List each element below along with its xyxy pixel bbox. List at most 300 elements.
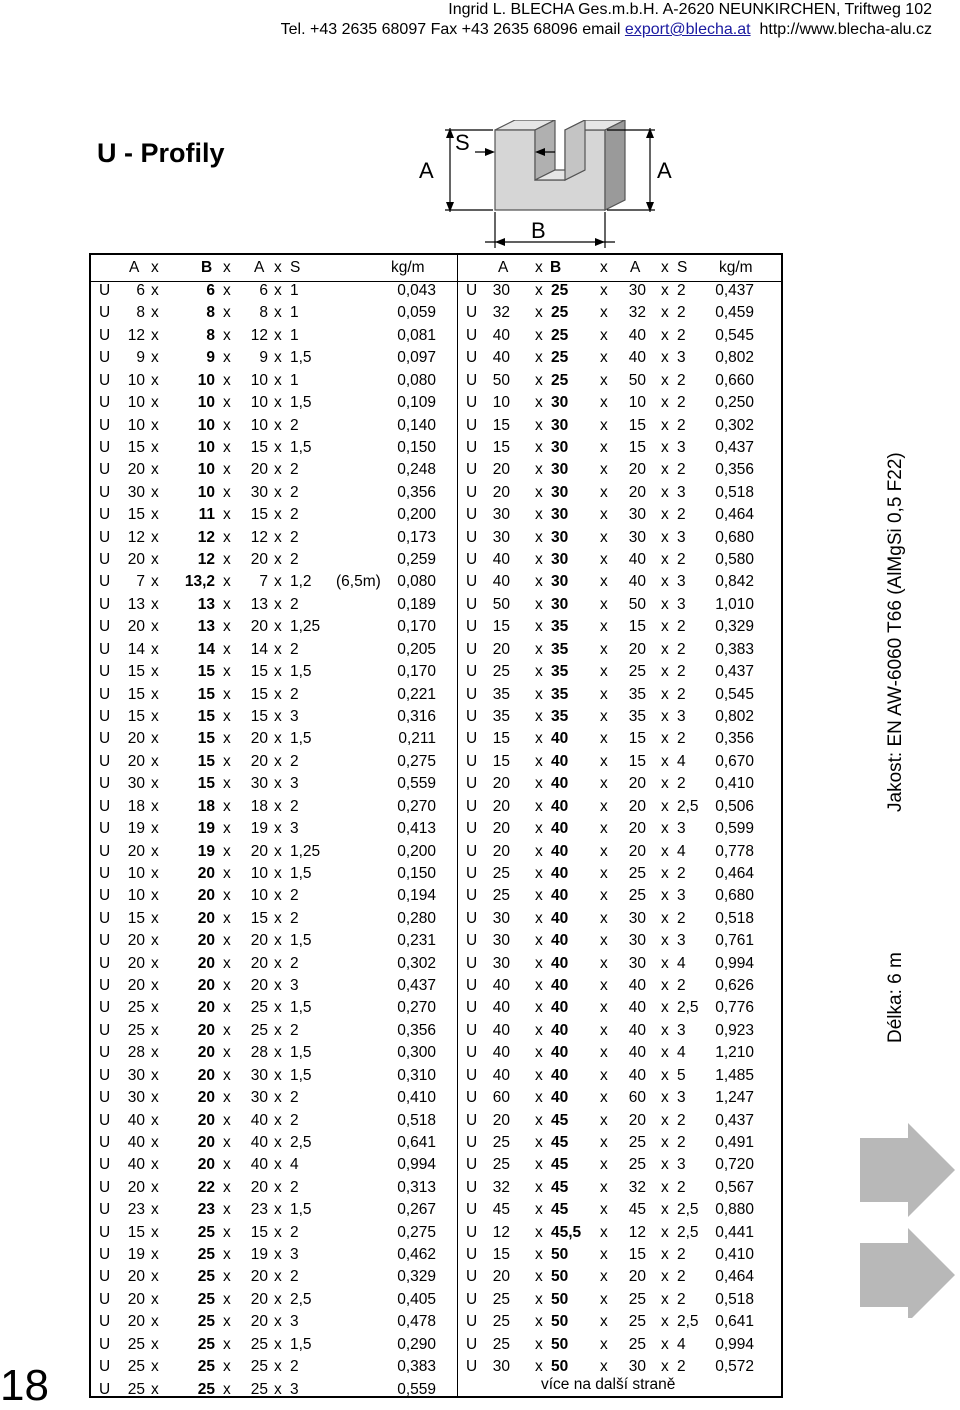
- sep: x: [535, 685, 543, 703]
- profile-prefix: U: [466, 1246, 478, 1264]
- dim-s: 4: [677, 1044, 686, 1062]
- dim-s: 4: [290, 1156, 299, 1174]
- dim-b: 25: [197, 1268, 215, 1286]
- dim-b: 15: [197, 752, 215, 770]
- dim-s: 1,25: [290, 842, 321, 860]
- sep: x: [274, 506, 282, 524]
- sep: x: [661, 618, 669, 636]
- dim-c: 15: [250, 685, 268, 703]
- dim-a: 10: [127, 371, 145, 389]
- sep: x: [274, 1044, 282, 1062]
- dim-s: 3: [290, 707, 299, 725]
- sep: x: [661, 461, 669, 479]
- sep: x: [223, 551, 231, 569]
- sep: x: [274, 1290, 282, 1308]
- dim-b: 10: [197, 438, 215, 456]
- sep: x: [661, 707, 669, 725]
- sep: x: [151, 730, 159, 748]
- sep: x: [661, 349, 669, 367]
- profile-prefix: U: [99, 663, 111, 681]
- kg-per-m: 0,559: [397, 1380, 436, 1398]
- profile-prefix: U: [466, 1133, 478, 1151]
- profile-prefix: U: [99, 797, 111, 815]
- sep: x: [535, 1246, 543, 1264]
- dim-s: 2: [290, 954, 299, 972]
- kg-per-m: 0,275: [397, 752, 436, 770]
- table-row: [458, 863, 783, 885]
- sep: x: [661, 797, 669, 815]
- dim-c: 12: [250, 326, 268, 344]
- dim-c: 13: [250, 595, 268, 613]
- dim-s: 3: [677, 595, 686, 613]
- sep: x: [600, 1066, 608, 1084]
- profile-prefix: U: [99, 1111, 111, 1129]
- dim-c: 15: [250, 1223, 268, 1241]
- dim-b: 40: [551, 775, 569, 793]
- sep: x: [274, 349, 282, 367]
- sep: x: [600, 573, 608, 591]
- dim-c: 35: [628, 707, 646, 725]
- sep: x: [661, 663, 669, 681]
- kg-per-m: 0,459: [715, 304, 754, 322]
- profile-prefix: U: [466, 1290, 478, 1308]
- sep: x: [223, 1066, 231, 1084]
- table-row: [91, 1244, 457, 1266]
- profile-prefix: U: [99, 1201, 111, 1219]
- dim-s: 1,5: [290, 999, 312, 1017]
- sep: x: [535, 528, 543, 546]
- dim-a: 20: [127, 842, 145, 860]
- dim-s: 2: [290, 551, 299, 569]
- dim-b: 40: [551, 1089, 569, 1107]
- dim-c: 40: [250, 1111, 268, 1129]
- dim-s: 2: [290, 685, 299, 703]
- sep: x: [151, 304, 159, 322]
- kg-per-m: 0,518: [397, 1111, 436, 1129]
- dim-c: 40: [628, 1066, 646, 1084]
- sep: x: [661, 1223, 669, 1241]
- table-row: [458, 885, 783, 907]
- table-row: [91, 796, 457, 818]
- dim-c: 20: [250, 1313, 268, 1331]
- sep: x: [600, 438, 608, 456]
- sep: x: [661, 1358, 669, 1376]
- dim-c: 15: [628, 752, 646, 770]
- sep: x: [223, 775, 231, 793]
- table-row: [91, 908, 457, 930]
- dim-b: 40: [551, 752, 569, 770]
- sep: x: [535, 483, 543, 501]
- dim-a: 20: [127, 932, 145, 950]
- dim-a: 25: [492, 1133, 510, 1151]
- dim-a: 40: [492, 977, 510, 995]
- dim-c: 20: [250, 551, 268, 569]
- kg-per-m: 0,599: [715, 820, 754, 838]
- profile-prefix: U: [99, 1268, 111, 1286]
- sep: x: [661, 1268, 669, 1286]
- dim-b: 45,5: [551, 1223, 582, 1241]
- sep: x: [223, 887, 231, 905]
- dim-s: 3: [677, 528, 686, 546]
- sep: x: [661, 1111, 669, 1129]
- table-row: [458, 661, 783, 683]
- dim-a: 15: [492, 618, 510, 636]
- table-row: [458, 751, 783, 773]
- dim-c: 20: [250, 1178, 268, 1196]
- dim-a: 10: [127, 394, 145, 412]
- sep: x: [600, 685, 608, 703]
- profile-prefix: U: [466, 573, 478, 591]
- kg-per-m: 0,410: [715, 1246, 754, 1264]
- dim-s: 2: [677, 506, 686, 524]
- sep: x: [535, 1201, 543, 1219]
- kg-per-m: 0,059: [397, 304, 436, 322]
- sep: x: [151, 528, 159, 546]
- dim-b: 15: [197, 730, 215, 748]
- sep: x: [535, 573, 543, 591]
- sep: x: [274, 977, 282, 995]
- profile-prefix: U: [99, 1358, 111, 1376]
- dim-a: 40: [492, 999, 510, 1017]
- dim-s: 2,5: [290, 1133, 312, 1151]
- dim-b: 40: [551, 864, 569, 882]
- table-row: [458, 325, 783, 347]
- table-row: [91, 1199, 457, 1221]
- dim-s: 1,5: [290, 349, 312, 367]
- dim-c: 20: [628, 461, 646, 479]
- dim-b: 45: [551, 1133, 569, 1151]
- sep: x: [151, 864, 159, 882]
- table-row: [458, 392, 783, 414]
- dim-a: 60: [492, 1089, 510, 1107]
- dim-a: 15: [492, 416, 510, 434]
- dim-s: 3: [290, 1246, 299, 1264]
- sep: x: [661, 595, 669, 613]
- dim-s: 4: [677, 1335, 686, 1353]
- dim-a: 32: [492, 304, 510, 322]
- sep: x: [661, 977, 669, 995]
- dim-s: 2: [290, 416, 299, 434]
- dim-a: 30: [492, 954, 510, 972]
- table-row: [91, 1110, 457, 1132]
- kg-per-m: 0,410: [715, 775, 754, 793]
- dim-c: 10: [250, 394, 268, 412]
- sep: x: [600, 707, 608, 725]
- sep: x: [535, 1021, 543, 1039]
- dim-b: 20: [197, 1156, 215, 1174]
- table-row: [458, 728, 783, 750]
- kg-per-m: 0,462: [397, 1246, 436, 1264]
- dim-a: 25: [492, 663, 510, 681]
- table-row: [458, 347, 783, 369]
- dim-c: 9: [259, 349, 268, 367]
- website-link[interactable]: http://www.blecha-alu.cz: [759, 21, 932, 38]
- sep: x: [151, 1246, 159, 1264]
- dim-c: 10: [250, 864, 268, 882]
- kg-per-m: 0,170: [397, 663, 436, 681]
- sep: x: [600, 887, 608, 905]
- dim-c: 15: [628, 438, 646, 456]
- dim-b: 13: [197, 595, 215, 613]
- dim-b: 20: [197, 909, 215, 927]
- dim-a: 40: [492, 1066, 510, 1084]
- sep: x: [274, 864, 282, 882]
- table-row: [91, 347, 457, 369]
- dim-a: 30: [492, 932, 510, 950]
- sep: x: [661, 326, 669, 344]
- profile-prefix: U: [99, 999, 111, 1017]
- kg-per-m: 0,660: [715, 371, 754, 389]
- profile-prefix: U: [466, 1313, 478, 1331]
- dim-b: 45: [551, 1178, 569, 1196]
- dim-c: 14: [250, 640, 268, 658]
- dim-a: 25: [127, 1021, 145, 1039]
- kg-per-m: 0,150: [397, 438, 436, 456]
- dim-a: 15: [127, 438, 145, 456]
- profile-prefix: U: [99, 864, 111, 882]
- sep: x: [600, 483, 608, 501]
- dim-c: 25: [250, 1380, 268, 1398]
- sep: x: [151, 1178, 159, 1196]
- dim-b: 20: [197, 887, 215, 905]
- table-row: [458, 773, 783, 795]
- profile-prefix: U: [99, 618, 111, 636]
- table-row: [91, 1154, 457, 1176]
- sep: x: [274, 461, 282, 479]
- profile-prefix: U: [99, 820, 111, 838]
- sep: x: [223, 685, 231, 703]
- sep: x: [535, 506, 543, 524]
- dim-b: 10: [197, 416, 215, 434]
- sep: x: [600, 864, 608, 882]
- sep: x: [661, 394, 669, 412]
- profile-prefix: U: [99, 394, 111, 412]
- kg-per-m: 0,313: [397, 1178, 436, 1196]
- sep: x: [151, 618, 159, 636]
- dim-c: 19: [250, 1246, 268, 1264]
- dim-a: 35: [492, 707, 510, 725]
- dim-s: 3: [677, 438, 686, 456]
- sep: x: [535, 304, 543, 322]
- dim-a: 30: [127, 1066, 145, 1084]
- dim-s: 2: [677, 1268, 686, 1286]
- dim-s: 2: [677, 371, 686, 389]
- kg-per-m: 0,231: [397, 932, 436, 950]
- sep: x: [600, 1133, 608, 1151]
- profile-prefix: U: [466, 775, 478, 793]
- table-row: [91, 751, 457, 773]
- dim-a: 20: [127, 1268, 145, 1286]
- dim-s: 2: [677, 1358, 686, 1376]
- table-row: [91, 1334, 457, 1356]
- arrow-decoration: [860, 1118, 960, 1318]
- kg-per-m: 0,680: [715, 887, 754, 905]
- sep: x: [151, 1335, 159, 1353]
- dim-b: 23: [197, 1201, 215, 1219]
- profile-prefix: U: [466, 506, 478, 524]
- dim-s: 2: [290, 752, 299, 770]
- dim-b: 50: [551, 1313, 569, 1331]
- profile-prefix: U: [99, 573, 111, 591]
- dim-s: 2: [290, 1089, 299, 1107]
- dim-c: 15: [628, 416, 646, 434]
- sep: x: [535, 1156, 543, 1174]
- sep: x: [274, 999, 282, 1017]
- dim-c: 40: [628, 977, 646, 995]
- sep: x: [151, 282, 159, 299]
- dim-b: 20: [197, 954, 215, 972]
- dim-a: 14: [127, 640, 145, 658]
- dim-c: 50: [628, 371, 646, 389]
- dim-c: 15: [628, 618, 646, 636]
- dim-c: 40: [628, 1044, 646, 1062]
- dim-a: 15: [127, 1223, 145, 1241]
- sep: x: [151, 1089, 159, 1107]
- dim-s: 4: [677, 954, 686, 972]
- dim-c: 30: [628, 954, 646, 972]
- profile-prefix: U: [99, 371, 111, 389]
- sep: x: [223, 842, 231, 860]
- dim-c: 25: [628, 864, 646, 882]
- dim-c: 30: [628, 932, 646, 950]
- dim-s: 2: [677, 416, 686, 434]
- sep: x: [274, 528, 282, 546]
- dim-s: 2: [290, 506, 299, 524]
- sep: x: [151, 1358, 159, 1376]
- dim-b: 18: [197, 797, 215, 815]
- dim-c: 25: [250, 999, 268, 1017]
- profile-prefix: U: [99, 1178, 111, 1196]
- sep: x: [661, 506, 669, 524]
- sep: x: [274, 371, 282, 389]
- sep: x: [661, 954, 669, 972]
- table-row: [91, 1266, 457, 1288]
- sep: x: [223, 1089, 231, 1107]
- dim-a: 45: [492, 1201, 510, 1219]
- table-row: [91, 459, 457, 481]
- dim-a: 12: [492, 1223, 510, 1241]
- profile-prefix: U: [99, 707, 111, 725]
- sep: x: [600, 999, 608, 1017]
- dim-a: 40: [492, 349, 510, 367]
- dim-b: 30: [551, 394, 569, 412]
- sep: x: [600, 304, 608, 322]
- table-row: [458, 1110, 783, 1132]
- dim-c: 35: [628, 685, 646, 703]
- dim-s: 2: [677, 282, 686, 299]
- dim-c: 20: [250, 752, 268, 770]
- sep: x: [274, 573, 282, 591]
- kg-per-m: 0,097: [397, 349, 436, 367]
- dim-a: 19: [127, 1246, 145, 1264]
- dim-a: 15: [492, 1246, 510, 1264]
- dim-s: 2: [677, 640, 686, 658]
- dim-a: 20: [127, 1313, 145, 1331]
- sep: x: [274, 1089, 282, 1107]
- kg-per-m: 0,506: [715, 797, 754, 815]
- kg-per-m: 0,173: [397, 528, 436, 546]
- sep: x: [600, 752, 608, 770]
- sep: x: [151, 685, 159, 703]
- sep: x: [151, 349, 159, 367]
- profile-prefix: U: [466, 1156, 478, 1174]
- sep: x: [535, 371, 543, 389]
- dim-b: 9: [206, 349, 215, 367]
- kg-per-m: 0,081: [397, 326, 436, 344]
- kg-per-m: 0,302: [715, 416, 754, 434]
- sep: x: [535, 551, 543, 569]
- dim-a: 18: [127, 797, 145, 815]
- dim-b: 25: [551, 371, 569, 389]
- table-row: [458, 370, 783, 392]
- kg-per-m: 0,275: [397, 1223, 436, 1241]
- dim-b: 50: [551, 1335, 569, 1353]
- profile-prefix: U: [466, 1044, 478, 1062]
- sep: x: [151, 1044, 159, 1062]
- sep: x: [223, 797, 231, 815]
- table-row: [91, 1065, 457, 1087]
- sep: x: [535, 909, 543, 927]
- sep: x: [223, 909, 231, 927]
- sep: x: [223, 371, 231, 389]
- profile-prefix: U: [99, 1133, 111, 1151]
- page-number: 18: [0, 1361, 49, 1410]
- table-row: [458, 302, 783, 324]
- dim-b: 25: [551, 349, 569, 367]
- profile-prefix: U: [99, 506, 111, 524]
- sep: x: [661, 1246, 669, 1264]
- email-link[interactable]: export@blecha.at: [624, 21, 751, 38]
- sep: x: [600, 954, 608, 972]
- dim-s: 2: [677, 326, 686, 344]
- sep: x: [274, 595, 282, 613]
- sep: x: [600, 551, 608, 569]
- sep: x: [661, 1178, 669, 1196]
- sep: x: [274, 438, 282, 456]
- dim-s: 3: [677, 349, 686, 367]
- sep: x: [600, 797, 608, 815]
- kg-per-m: 0,572: [715, 1358, 754, 1376]
- sep: x: [600, 349, 608, 367]
- sep: x: [223, 1268, 231, 1286]
- profile-prefix: U: [466, 842, 478, 860]
- kg-per-m: 0,248: [397, 461, 436, 479]
- dim-a: 20: [127, 730, 145, 748]
- sep: x: [223, 483, 231, 501]
- sep: x: [535, 394, 543, 412]
- sep: x: [274, 551, 282, 569]
- sep: x: [274, 326, 282, 344]
- sep: x: [600, 820, 608, 838]
- table-row: [91, 437, 457, 459]
- dim-c: 20: [250, 842, 268, 860]
- sep: x: [661, 1044, 669, 1062]
- dim-b: 35: [551, 685, 569, 703]
- sep: x: [661, 864, 669, 882]
- dim-s: 2,5: [677, 1313, 699, 1331]
- dim-a: 50: [492, 371, 510, 389]
- table-row: [458, 616, 783, 638]
- sep: x: [274, 1380, 282, 1398]
- dim-b: 13: [197, 618, 215, 636]
- sep: x: [151, 1066, 159, 1084]
- kg-per-m: 0,437: [715, 663, 754, 681]
- table-row: [91, 818, 457, 840]
- dim-b: 10: [197, 371, 215, 389]
- dim-c: 6: [259, 282, 268, 299]
- sep: x: [274, 820, 282, 838]
- sep: x: [661, 371, 669, 389]
